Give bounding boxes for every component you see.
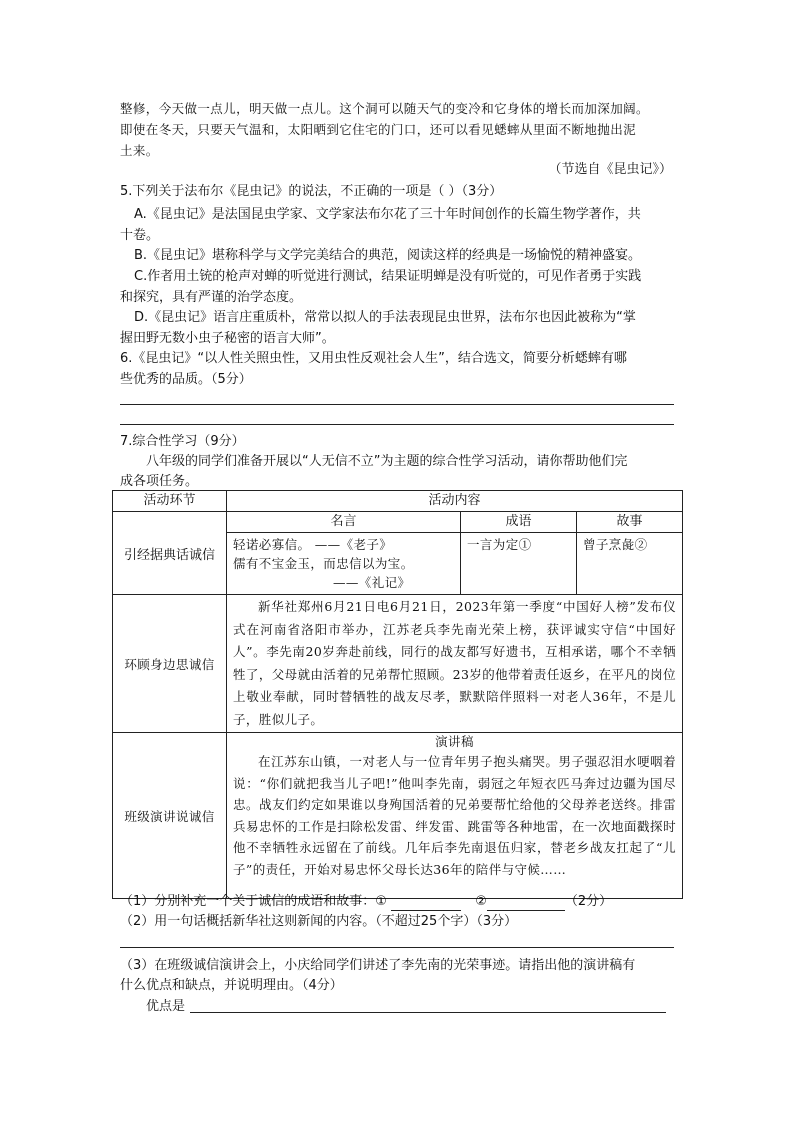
q7-sub1 — [120, 892, 612, 911]
speech-text: 在江苏东山镇，一对老人与一位青年男子抱头痛哭。男子强忍泪水哽咽着说：“你们就把我当儿子吧!”他叫李先南，弱冠之年短衣匹马奔过边疆为国尽忠。战友们约定如果谁以身殉国活着的兄弟要帮忙给他的父母养老送终。排雷兵易忠怀的工作是扫除松发雷、绊发雷、跳雷等各种地雷，在一次地面戳探时他不幸牺牲永远留在了前线。几年后李先南退伍归家，替老乡战友扛起了“儿子”的责任，开始对易忠怀父母长达36年的陪伴与守候…… — [233, 754, 676, 877]
subheader-quote: 名言 — [227, 512, 461, 533]
q6-stem-cont: 些优秀的品质。（5分） — [120, 372, 252, 387]
header-content: 活动内容 — [227, 491, 683, 512]
passage-line: 土来。 — [120, 143, 159, 158]
q7-sub3: （3）在班级诚信演讲会上，小庆给同学们讲述了李先南的光荣事迹。请指出他的演讲稿有 — [120, 958, 636, 973]
q5-option-c: C.作者用土铳的枪声对蝉的听觉进行测试，结果证明蝉是没有听觉的，可见作者勇于实践 — [134, 269, 642, 284]
story-cell — [577, 533, 683, 595]
news-text: 新华社郑州6月21日电6月21日，2023年第一季度“中国好人榜”发布仪式在河南省洛阳市举办，江苏老兵李先南光荣上榜，获评诚实守信“中国好人”。李先南20岁奔赴前线，同行的战友都写好遗书，互相承诺，哪个不幸牺牲了，父母就由活着的兄弟帮忙照顾。23岁的他带着责任返乡，在平凡的岗位上敬业奉献，同时替牺牲的战友尽孝，默默陪伴照料一对老人36年，不是儿子，胜似儿子。 — [233, 599, 676, 727]
subheader-idiom: 成语 — [461, 512, 577, 533]
q5-option-d: D.《昆虫记》语言庄重质朴，常常以拟人的手法表现昆虫世界，法布尔也因此被称为“掌 — [134, 310, 636, 325]
q7-title: 7.综合性学习（9分） — [120, 434, 245, 449]
q7-sub1-score: （2分） — [564, 894, 613, 909]
story-text: 曾子烹彘② — [583, 537, 648, 552]
q5-option-a: A.《昆虫记》是法国昆虫学家、文学家法布尔花了三十年时间创作的长篇生物学著作，共 — [134, 207, 641, 222]
row-label-speech: 班级演讲说诚信 — [113, 733, 227, 899]
advantage-label: 优点是 — [146, 999, 186, 1014]
speech-cell — [227, 733, 683, 899]
q6-stem: 6.《昆虫记》“以人性关照虫性，又用虫性反观社会人生”，结合选文，简要分析蟋蟀有哪 — [120, 351, 627, 366]
q5-stem: 5.下列关于法布尔《昆虫记》的说法，不正确的一项是（ ）（3分） — [120, 184, 503, 199]
q7-sub3-cont: 什么优点和缺点，并说明理由。（4分） — [120, 978, 343, 993]
q5-option-b: B.《昆虫记》堪称科学与文学完美结合的典范，阅读这样的经典是一场愉悦的精神盛宴。 — [134, 248, 642, 263]
news-cell — [227, 595, 683, 733]
passage-source: （节选自《昆虫记》） — [548, 162, 672, 177]
q7-intro-cont: 成各项任务。 — [120, 474, 199, 489]
q5-option-a-cont: 十卷。 — [120, 228, 160, 243]
advantage-answer-line[interactable] — [190, 1012, 666, 1013]
q5-option-d-cont: 握田野无数小虫子秘密的语言大师”。 — [120, 331, 335, 346]
q7-sub1-text: （1）分别补充一个关于诚信的成语和故事：① — [120, 894, 387, 909]
answer-line[interactable] — [120, 404, 674, 405]
speech-title: 演讲稿 — [435, 734, 474, 749]
quote-laozi: 轻诺必寡信。 ——《老子》 — [233, 537, 393, 552]
quote-liji: 儒有不宝金玉，而忠信以为宝。 — [233, 556, 414, 571]
row-label-news: 环顾身边思诚信 — [113, 595, 227, 733]
idiom-answer-blank[interactable] — [391, 896, 461, 911]
answer-line[interactable] — [120, 947, 674, 948]
q7-intro: 八年级的同学们准备开展以“人无信不立”为主题的综合性学习活动，请你帮助他们完 — [146, 454, 628, 469]
idiom-text: 一言为定① — [467, 537, 532, 552]
idiom-cell — [461, 533, 577, 595]
header-stage: 活动环节 — [113, 491, 227, 512]
answer-line[interactable] — [120, 424, 674, 425]
row-label-quotes: 引经据典话诚信 — [113, 512, 227, 595]
q7-sub2: （2）用一句话概括新华社这则新闻的内容。（不超过25个字）（3分） — [120, 914, 518, 929]
passage-line: 整修，今天做一点儿，明天做一点儿。这个洞可以随天气的变冷和它身体的增长而加深加阔。 — [120, 101, 649, 116]
passage-line: 即使在冬天，只要天气温和，太阳晒到它住宅的门口，还可以看见蟋蟀从里面不断地抛出泥 — [120, 122, 637, 137]
subheader-story: 故事 — [577, 512, 683, 533]
activity-table — [112, 490, 683, 899]
q5-option-c-cont: 和探究，具有严谨的治学态度。 — [120, 290, 303, 305]
q7-sub1-marker: ② — [475, 894, 487, 909]
story-answer-blank[interactable] — [487, 896, 565, 911]
quote-cell — [227, 533, 461, 595]
quote-liji-source: ——《礼记》 — [333, 575, 411, 590]
